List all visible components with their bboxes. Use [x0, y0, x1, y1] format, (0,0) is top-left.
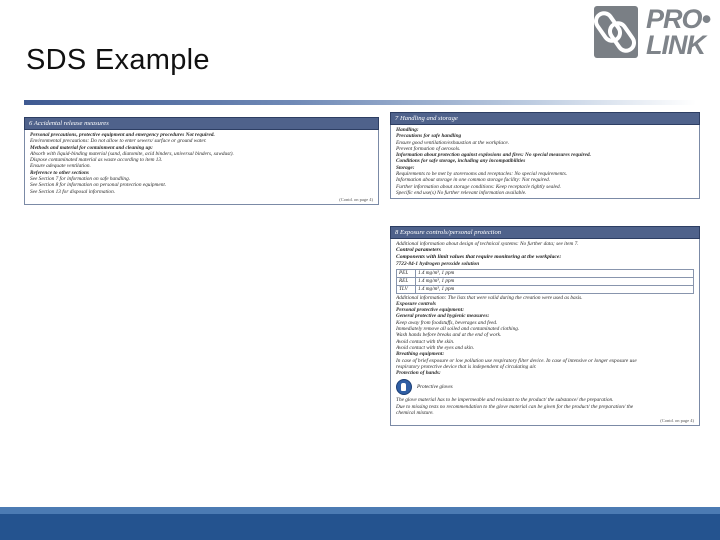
sds-section-7	[390, 112, 700, 222]
text-line: See Section 8 for information on personal protection equipment.	[30, 182, 167, 189]
text-line: Absorb with liquid-binding material (sand, diatomite, acid binders, universal binders, sawdust).	[30, 150, 234, 157]
sds-section-8	[390, 226, 700, 470]
limit-row	[397, 277, 694, 285]
text-line: respiratory protective device that is independent of circulating air.	[396, 363, 537, 370]
text-line: chemical mixture.	[396, 410, 434, 417]
limit-label: REL	[397, 277, 416, 285]
sds-section-6	[24, 117, 379, 227]
text-line: Storage:	[396, 164, 415, 171]
text-line: Reference to other sections	[30, 169, 89, 176]
limit-value: 1.4 mg/m³, 1 ppm	[416, 285, 694, 293]
text-line: Prevent formation of aerosols.	[396, 145, 461, 152]
text-line: See Section 13 for disposal information.	[30, 188, 116, 195]
text-line: Methods and material for containment and cleaning up:	[30, 144, 153, 151]
glove-label: Protective gloves	[417, 384, 453, 391]
limit-value: 1.4 mg/m³, 1 ppm	[416, 277, 694, 285]
components-heading: Components with limit values that require monitoring at the workplace:	[396, 254, 562, 261]
text-line: Ensure good ventilation/exhaustion at the workplace.	[396, 139, 510, 146]
text-line: The glove material has to be impermeable and resistant to the product/ the substance/ the preparation.	[396, 397, 614, 404]
text-line: Due to missing tests no recommendation to the glove material can be given for the product/ the preparation/ the	[396, 403, 634, 410]
slide-title: SDS Example	[26, 44, 210, 76]
section-6-footer: (Contd. on page 4)	[339, 196, 373, 202]
text-line: Protection of hands:	[396, 370, 441, 377]
text-line: Information about protection against explosions and fires: No special measures required.	[396, 152, 591, 159]
logo-text-line1: PRO•	[646, 4, 710, 34]
footer-stripe	[0, 507, 720, 514]
section-8-heading: 8 Exposure controls/personal protection	[390, 226, 700, 239]
section-7-body	[390, 125, 700, 199]
text-line: Information about storage in one common storage facility: Not required.	[396, 177, 551, 184]
text-line: Requirements to be met by storerooms and receptacles: No special requirements.	[396, 171, 568, 178]
text-line: Avoid contact with the eyes and skin.	[396, 344, 475, 351]
text-line: Dispose contaminated material as waste according to item 13.	[30, 157, 163, 164]
limit-value: 1.4 mg/m³, 1 ppm	[416, 269, 694, 277]
text-line: Personal protective equipment:	[396, 307, 464, 314]
text-line: Ensure adequate ventilation.	[30, 163, 91, 170]
text-line: Avoid contact with the skin.	[396, 338, 455, 345]
text-line: Handling:	[396, 127, 419, 133]
text-line: Conditions for safe storage, including any incompatibilities	[396, 158, 526, 165]
footer-bar	[0, 507, 720, 540]
text-line: Precautions for safe handling	[396, 133, 462, 140]
text-line: Immediately remove all soiled and contaminated clothing.	[396, 326, 520, 333]
section-8-footer: (Contd. on page 4)	[660, 418, 694, 424]
pro-link-logo	[594, 6, 714, 64]
text-line: Personal precautions, protective equipment and emergency procedures Not required.	[30, 132, 215, 138]
text-line: Environmental precautions: Do not allow to enter sewers/ surface or ground water.	[30, 138, 207, 145]
control-parameters-heading: Control parameters	[396, 247, 441, 254]
section-6-heading: 6 Accidental release measures	[24, 117, 379, 130]
text-line: See Section 7 for information on safe handling.	[30, 176, 131, 183]
text-line: General protective and hygienic measures:	[396, 313, 490, 320]
text-line: Specific end use(s) No further relevant information available.	[396, 189, 527, 196]
section-7-heading: 7 Handling and storage	[390, 112, 700, 125]
limit-label: PEL	[397, 269, 416, 277]
text-line: In case of brief exposure or low pollution use respiratory filter device. In case of intensive or longer exposure use	[396, 357, 637, 364]
limit-row	[397, 269, 694, 277]
exposure-limits-table	[396, 269, 694, 294]
glove-icon	[396, 379, 412, 395]
glove-pictogram	[396, 379, 694, 395]
section-8-intro: Additional information about design of technical systems: No further data; see item 7.	[396, 241, 579, 247]
text-line: Exposure controls	[396, 300, 436, 307]
section-6-body	[24, 130, 379, 205]
title-underline	[24, 100, 696, 105]
text-line: Wash hands before breaks and at the end of work.	[396, 332, 502, 339]
text-line: Further information about storage conditions: Keep receptacle tightly sealed.	[396, 183, 562, 190]
logo-text-line2: LINK	[646, 30, 705, 60]
limit-label: TLV	[397, 285, 416, 293]
text-line: Keep away from foodstuffs, beverages and feed.	[396, 319, 498, 326]
text-line: Breathing equipment:	[396, 351, 445, 358]
component-name: 7722-84-1 hydrogen peroxide solution	[396, 261, 480, 268]
section-8-body	[390, 239, 700, 426]
chain-link-icon	[594, 6, 638, 58]
additional-information: Additional information: The lists that were valid during the creation were used as basis.	[396, 294, 583, 301]
limit-row	[397, 285, 694, 293]
